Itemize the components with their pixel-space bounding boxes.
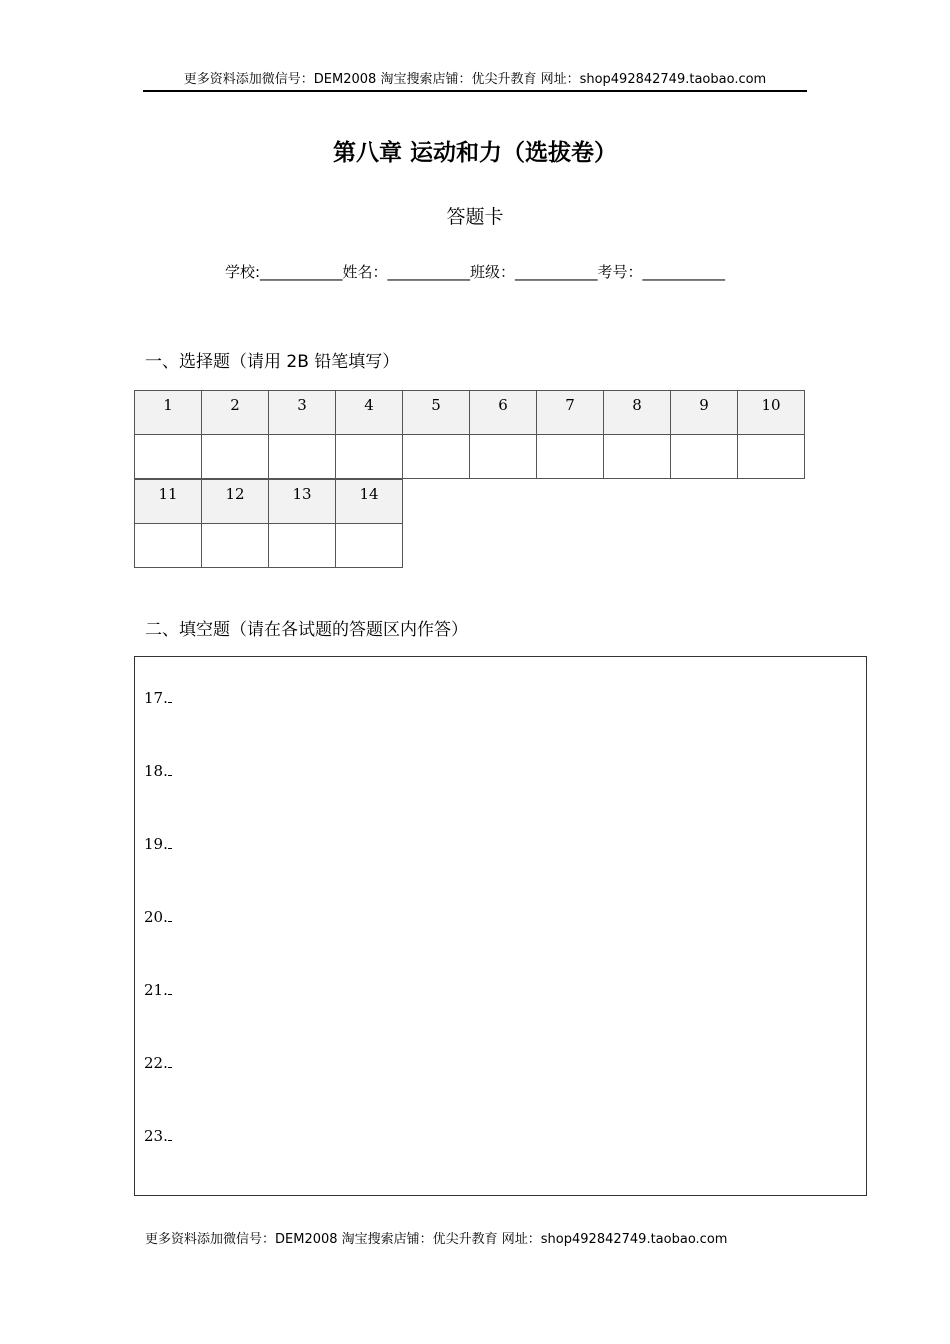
class-field[interactable]: ___________: [515, 263, 598, 281]
answer-cell[interactable]: [470, 435, 537, 479]
fill-item-number: 18.: [144, 762, 168, 780]
answer-blank[interactable]: [168, 994, 172, 995]
class-label: 班级：: [470, 263, 516, 281]
student-info-line: [0, 261, 950, 282]
answer-cell[interactable]: [202, 435, 269, 479]
question-number: 12: [202, 480, 269, 524]
answer-blank[interactable]: [168, 921, 172, 922]
answer-blank[interactable]: [168, 702, 172, 703]
question-number: 4: [336, 391, 403, 435]
page-header: 更多资料添加微信号：DEM2008 淘宝搜索店铺：优尖升教育 网址：shop492842749.taobao.com: [143, 68, 807, 92]
section-choice-title: 一、选择题（请用 2B 铅笔填写）: [145, 352, 400, 372]
answer-cell[interactable]: [269, 435, 336, 479]
fill-item-number: 23.: [144, 1127, 168, 1145]
question-number: 2: [202, 391, 269, 435]
answer-cell[interactable]: [604, 435, 671, 479]
name-field[interactable]: ___________: [387, 263, 471, 281]
answer-blank[interactable]: [168, 1067, 172, 1068]
question-number: 11: [135, 480, 202, 524]
choice-grid-row2: [134, 479, 403, 568]
fill-item-number: 20.: [144, 908, 168, 926]
answer-cell[interactable]: [202, 524, 269, 568]
question-number: 3: [269, 391, 336, 435]
fill-item[interactable]: [144, 835, 172, 853]
choice-grid-row1: [134, 390, 805, 479]
fill-item-number: 21.: [144, 981, 168, 999]
fill-item-number: 22.: [144, 1054, 168, 1072]
page-subtitle: 答题卡: [446, 206, 504, 228]
fill-item[interactable]: [144, 981, 172, 999]
question-number: 14: [336, 480, 403, 524]
answer-blank[interactable]: [168, 1140, 172, 1141]
answer-cell[interactable]: [135, 435, 202, 479]
answer-cell[interactable]: [671, 435, 738, 479]
school-field[interactable]: ___________: [260, 263, 343, 281]
fill-item[interactable]: [144, 689, 172, 707]
question-number: 6: [470, 391, 537, 435]
fill-item[interactable]: [144, 1127, 172, 1145]
question-number: 10: [738, 391, 805, 435]
question-number: 7: [537, 391, 604, 435]
answer-blank[interactable]: [168, 848, 172, 849]
question-number: 5: [403, 391, 470, 435]
fill-item[interactable]: [144, 762, 172, 780]
answer-cell[interactable]: [135, 524, 202, 568]
answer-cell[interactable]: [336, 524, 403, 568]
question-number: 13: [269, 480, 336, 524]
fill-item-number: 19.: [144, 835, 168, 853]
question-number: 1: [135, 391, 202, 435]
answer-blank[interactable]: [168, 775, 172, 776]
question-number: 8: [604, 391, 671, 435]
fill-answer-area: [134, 656, 867, 1196]
answer-cell[interactable]: [403, 435, 470, 479]
answer-cell[interactable]: [537, 435, 604, 479]
school-label: 学校:: [224, 263, 260, 281]
answer-cell[interactable]: [738, 435, 805, 479]
fill-item-number: 17.: [144, 689, 168, 707]
fill-item[interactable]: [144, 908, 172, 926]
id-field[interactable]: ___________: [642, 263, 726, 281]
page-title: 第八章 运动和力（选拔卷）: [332, 140, 617, 166]
section-fill-title: 二、填空题（请在各试题的答题区内作答）: [145, 620, 468, 640]
id-label: 考号：: [597, 263, 643, 281]
question-number: 9: [671, 391, 738, 435]
answer-cell[interactable]: [336, 435, 403, 479]
page-footer: 更多资料添加微信号：DEM2008 淘宝搜索店铺：优尖升教育 网址：shop492842749.taobao.com: [145, 1232, 728, 1247]
name-label: 姓名：: [342, 263, 388, 281]
answer-cell[interactable]: [269, 524, 336, 568]
fill-item[interactable]: [144, 1054, 172, 1072]
